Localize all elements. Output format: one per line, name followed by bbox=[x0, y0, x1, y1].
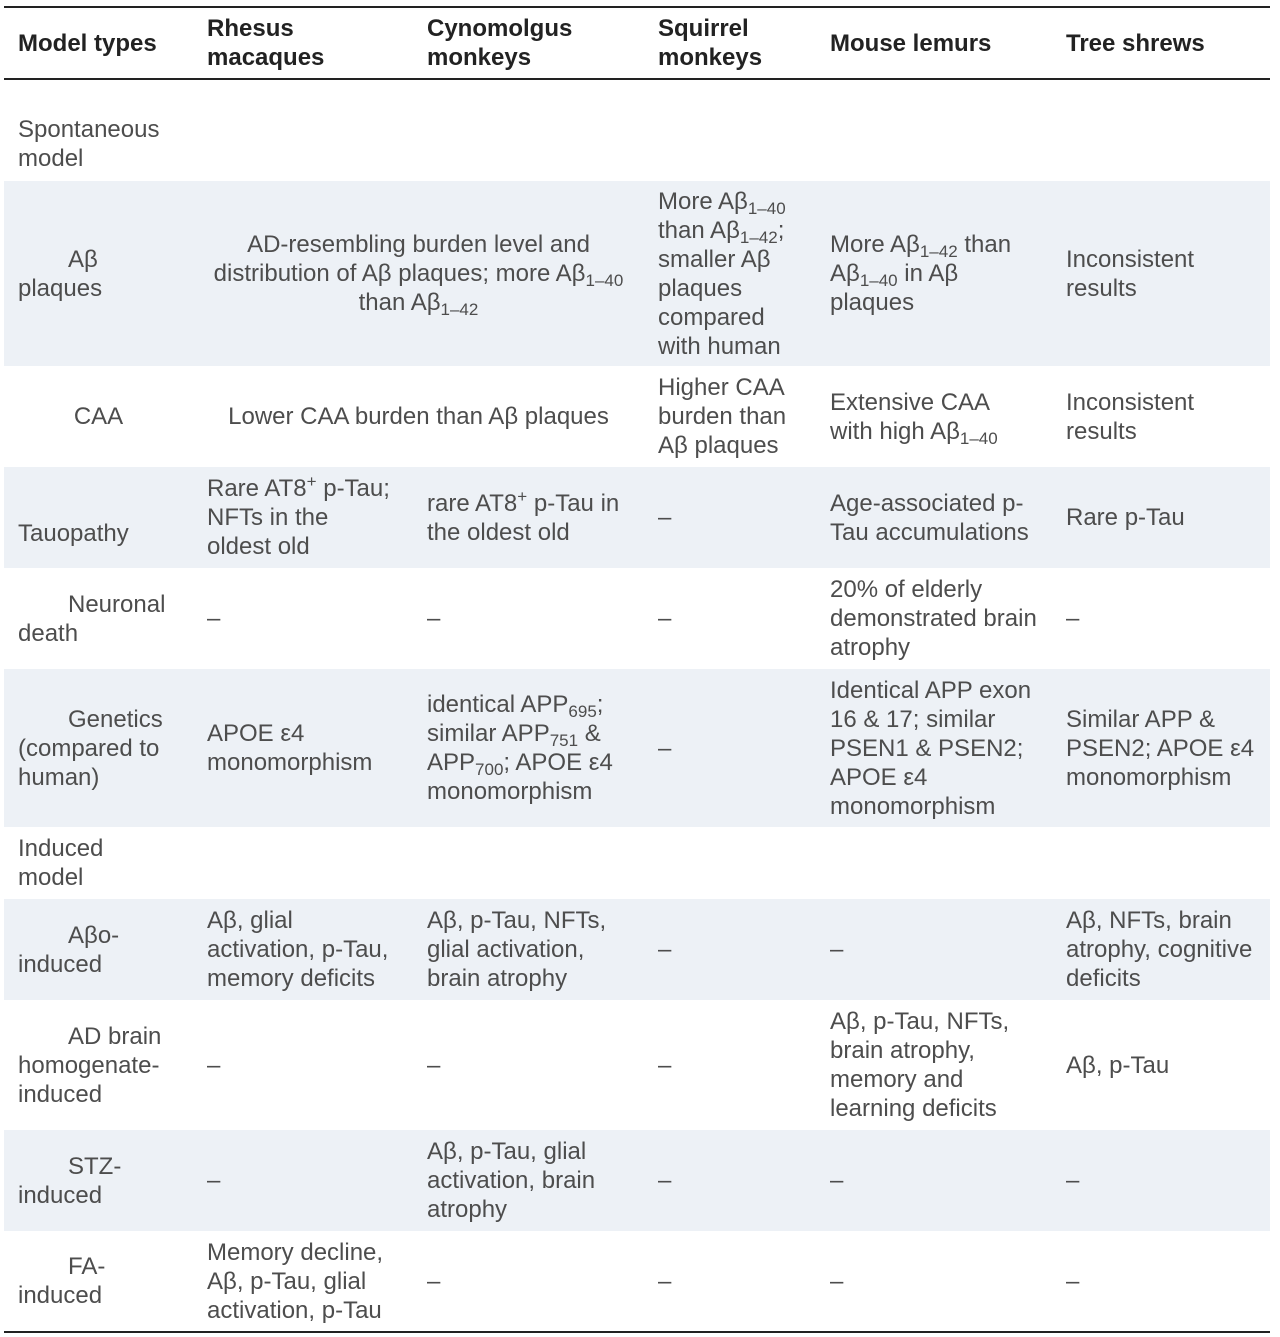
table-row-neuronal-death bbox=[4, 568, 1270, 669]
cell-neuronal-squirrel: – bbox=[658, 605, 672, 632]
table-body bbox=[4, 79, 1270, 1332]
cell-tau-cyno: rare AT8+ p-Tau in the oldest old bbox=[427, 486, 620, 546]
cell-neuronal-cyno: – bbox=[427, 605, 441, 632]
header-tree-shrews: Tree shrews bbox=[1066, 29, 1205, 57]
section-label-spontaneous: Spontaneous model bbox=[18, 116, 160, 172]
cell-stz-shrew: – bbox=[1066, 1167, 1080, 1194]
cell-genetics-squirrel: – bbox=[658, 734, 672, 762]
cell-adbrain-cyno: – bbox=[427, 1051, 441, 1079]
row-label-caa: CAA bbox=[73, 403, 124, 430]
table-row-ad-brain-homogenate bbox=[4, 1000, 1270, 1130]
cell-fa-cyno: – bbox=[427, 1267, 441, 1295]
cell-genetics-cyno: identical $APP_{695}$; similar $APP_{751}$ & $APP_{700}$; APOE ε4 monomorphism bbox=[427, 691, 613, 805]
header-model-types: Model types bbox=[18, 29, 157, 57]
cell-adbrain-lemur: Aβ, p-Tau, NFTs, brain atrophy, memory and learning deficits bbox=[830, 1008, 1010, 1122]
cell-adbrain-shrew: Aβ, p-Tau bbox=[1066, 1051, 1170, 1079]
cell-caa-squirrel: Higher CAA burden than Aβ plaques bbox=[658, 374, 787, 459]
cell-neuronal-shrew: – bbox=[1066, 605, 1080, 632]
table-row-genetics bbox=[4, 669, 1270, 827]
cell-abo-squirrel: – bbox=[658, 936, 672, 963]
row-label-fa-induced: FA-induced bbox=[18, 1253, 106, 1309]
cell-tau-squirrel: – bbox=[658, 504, 672, 531]
row-label-neuronal-death: Neuronal death bbox=[18, 590, 166, 647]
cell-abeta-squirrel: More $A\beta_{1-40}$ than $A\beta_{1-42}$; smaller Aβ plaques compared with human bbox=[658, 187, 786, 360]
header-mouse-lemurs: Mouse lemurs bbox=[830, 29, 992, 57]
cell-abeta-shrew: Inconsistent results bbox=[1066, 245, 1195, 302]
header-row bbox=[4, 7, 1270, 79]
section-row-spontaneous bbox=[4, 79, 1270, 181]
cell-genetics-rhesus: APOE ε4 monomorphism bbox=[207, 720, 373, 776]
section-row-induced bbox=[4, 827, 1270, 899]
cell-neuronal-lemur: 20% of elderly demonstrated brain atrophy bbox=[830, 576, 1037, 661]
cell-stz-rhesus: – bbox=[207, 1167, 221, 1194]
cell-stz-squirrel: – bbox=[658, 1167, 672, 1194]
header-squirrel-monkeys: Squirrel monkeys bbox=[658, 15, 763, 71]
row-label-ad-brain-homogenate: AD brain homogenate-induced bbox=[18, 1022, 162, 1108]
cell-fa-shrew: – bbox=[1066, 1267, 1080, 1295]
table-header bbox=[4, 7, 1270, 79]
row-label-stz-induced: STZ-induced bbox=[18, 1152, 122, 1209]
model-comparison-table bbox=[4, 6, 1270, 1333]
cell-fa-rhesus: Memory decline, Aβ, p-Tau, glial activation, p-Tau bbox=[207, 1238, 384, 1324]
cell-genetics-lemur: Identical APP exon 16 & 17; similar PSEN1 & PSEN2; APOE ε4 monomorphism bbox=[830, 676, 1032, 820]
cell-abo-cyno: Aβ, p-Tau, NFTs, glial activation, brain atrophy bbox=[427, 907, 607, 992]
table-row-stz-induced bbox=[4, 1130, 1270, 1231]
cell-abo-shrew: Aβ, NFTs, brain atrophy, cognitive deficits bbox=[1066, 907, 1253, 992]
header-cynomolgus-monkeys: Cynomolgus monkeys bbox=[427, 15, 573, 71]
cell-caa-rhesus-cyno: Lower CAA burden than Aβ plaques bbox=[228, 403, 609, 430]
cell-adbrain-squirrel: – bbox=[658, 1051, 672, 1079]
table-row-tauopathy bbox=[4, 467, 1270, 568]
section-label-induced: Induced model bbox=[18, 835, 104, 891]
row-label-tauopathy: Tauopathy bbox=[18, 520, 129, 547]
table-wrapper bbox=[4, 6, 1270, 1333]
cell-neuronal-rhesus: – bbox=[207, 605, 221, 632]
cell-tau-lemur: Age-associated p-Tau accumulations bbox=[830, 489, 1029, 546]
header-rhesus-macaques: Rhesus macaques bbox=[207, 15, 325, 71]
cell-tau-rhesus: Rare AT8+ p-Tau; NFTs in the oldest old bbox=[207, 472, 390, 560]
cell-adbrain-rhesus: – bbox=[207, 1051, 221, 1079]
cell-fa-squirrel: – bbox=[658, 1267, 672, 1295]
row-label-abeta-plaques: Aβ plaques bbox=[18, 245, 103, 302]
cell-abo-lemur: – bbox=[830, 936, 844, 963]
cell-caa-lemur: Extensive CAA with high $A\beta_{1-40}$ bbox=[830, 388, 998, 448]
table-row-caa bbox=[4, 366, 1270, 467]
cell-abeta-rhesus-cyno: AD-resembling burden level and distribution of Aβ plaques; more $A\beta_{1-40}$ than $A\beta_{1-42}$ bbox=[213, 231, 624, 319]
table-row-abeta-plaques bbox=[4, 181, 1270, 366]
row-label-abo-induced: Aβo-induced bbox=[18, 921, 120, 978]
cell-caa-shrew: Inconsistent results bbox=[1066, 388, 1195, 445]
cell-abeta-lemur: More $A\beta_{1-42}$ than $A\beta_{1-40}$ in Aβ plaques bbox=[830, 231, 1012, 316]
table-row-fa-induced bbox=[4, 1231, 1270, 1332]
table-row-abo-induced bbox=[4, 899, 1270, 1000]
cell-genetics-shrew: Similar APP & PSEN2; APOE ε4 monomorphism bbox=[1066, 705, 1255, 791]
cell-stz-lemur: – bbox=[830, 1167, 844, 1194]
cell-fa-lemur: – bbox=[830, 1267, 844, 1295]
cell-abo-rhesus: Aβ, glial activation, p-Tau, memory deficits bbox=[207, 907, 389, 992]
cell-stz-cyno: Aβ, p-Tau, glial activation, brain atrophy bbox=[427, 1138, 596, 1223]
row-label-genetics: Genetics (compared to human) bbox=[18, 705, 163, 791]
cell-tau-shrew: Rare p-Tau bbox=[1066, 504, 1185, 531]
